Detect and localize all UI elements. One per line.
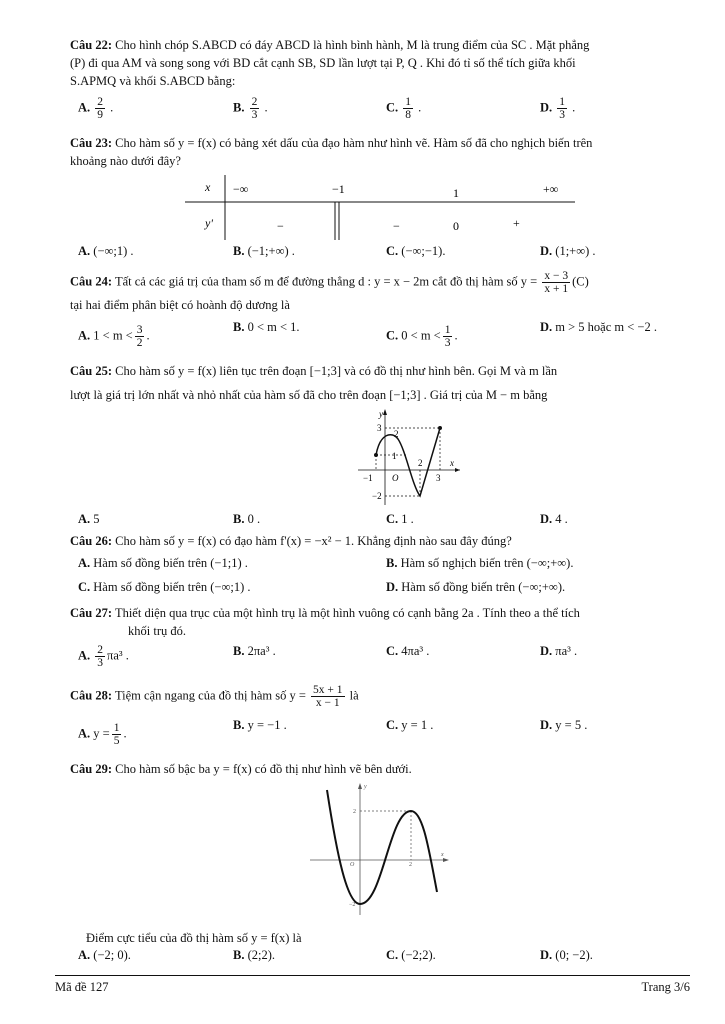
option-c[interactable]: C. 4πa³ . xyxy=(386,644,430,658)
table-cell: 0 xyxy=(453,219,459,233)
option-d[interactable]: D. πa³ . xyxy=(540,644,578,658)
question-26 xyxy=(70,532,690,550)
origin-label: O xyxy=(392,473,399,483)
option-d[interactable]: D. m > 5 hoặc m < −2 . xyxy=(540,320,657,334)
origin-label: O xyxy=(350,862,355,868)
option-a[interactable]: A. 1 < m < $\frac{3}{2}$ . xyxy=(78,324,150,349)
tick-label: −2 xyxy=(372,491,382,501)
function-graph-29 xyxy=(305,780,455,920)
table-cell: 1 xyxy=(453,186,459,200)
option-a[interactable]: A. 5 xyxy=(78,512,100,526)
question-text: khối trụ đó. xyxy=(128,624,186,638)
question-text: Tiệm cận ngang của đồ thị hàm số y = xyxy=(114,688,306,703)
option-b[interactable]: B. $\frac{2}{3}$ . xyxy=(233,96,268,121)
question-text: Cho hàm số y = f(x) liên tục trên đoạn [−1;3] và có đồ thị như hình bên. Gọi M và m lần xyxy=(115,364,558,378)
question-label: Câu 25: xyxy=(70,364,113,378)
option-a[interactable]: A. Hàm số đồng biến trên (−1;1) . xyxy=(78,556,248,570)
question-28: Câu 28: Tiệm cận ngang của đồ thị hàm số y = $\frac{5x + 1}{x - 1}$ là xyxy=(70,684,359,709)
row-x-label: x xyxy=(205,180,211,194)
table-cell: + xyxy=(513,216,520,230)
table-cell: −1 xyxy=(332,182,345,196)
table-cell: − xyxy=(393,219,400,233)
question-text: Cho hàm số y = f(x) có đạo hàm f'(x) = −x² − 1. Khẳng định nào sau đây đúng? xyxy=(115,534,512,548)
option-d[interactable]: D. Hàm số đồng biến trên (−∞;+∞). xyxy=(386,580,566,594)
question-label: Câu 26: xyxy=(70,534,113,548)
tick-label: −1 xyxy=(363,473,373,483)
question-text: Cho hàm số y = f(x) có bảng xét dấu của đạo hàm như hình vẽ. Hàm số đã cho nghịch biến trên xyxy=(115,136,593,150)
question-label: Câu 27: xyxy=(70,606,113,620)
page-number: Trang 3/6 xyxy=(641,980,690,994)
question-label: Câu 29: xyxy=(70,762,113,776)
question-text: (P) đi qua AM và song song với BD cắt cạnh SB, SD lần lượt tại P, Q . Khi đó tỉ số thể tích giữa khối xyxy=(70,56,576,70)
option-b[interactable]: B. 0 . xyxy=(233,512,261,526)
tick-label: 2 xyxy=(394,429,399,439)
option-a[interactable]: A. $\frac{2}{3}$ πa³ . xyxy=(78,644,129,669)
option-b[interactable]: B. (−1;+∞) . xyxy=(233,244,295,258)
option-b[interactable]: B. 0 < m < 1. xyxy=(233,320,300,334)
option-c[interactable]: C. (−∞;−1). xyxy=(386,244,446,258)
question-text: tại hai điểm phân biệt có hoành độ dương là xyxy=(70,298,290,312)
options-26-row2 xyxy=(78,580,678,600)
question-23 xyxy=(70,134,690,170)
axis-label: y xyxy=(364,784,367,790)
option-d[interactable]: D. $\frac{1}{3}$ . xyxy=(540,96,576,121)
option-a[interactable]: A. y = $\frac{1}{5}$ . xyxy=(78,722,127,747)
tick-label: 3 xyxy=(436,473,441,483)
options-22 xyxy=(78,96,678,126)
option-b[interactable]: B. (2;2). xyxy=(233,948,276,962)
question-text: Cho hình chóp S.ABCD có đáy ABCD là hình bình hành, M là trung điểm của SC . Mặt phẳng xyxy=(115,38,590,52)
options-23 xyxy=(78,244,678,264)
options-29 xyxy=(78,948,678,968)
row-y-label: y' xyxy=(205,216,213,230)
exam-code: Mã đề 127 xyxy=(55,980,109,994)
option-c[interactable]: C. y = 1 . xyxy=(386,718,434,732)
question-text: khoảng nào dưới đây? xyxy=(70,154,181,168)
option-a[interactable]: A. (−2; 0). xyxy=(78,948,131,962)
question-label: Câu 24: xyxy=(70,274,113,289)
axis-label: x xyxy=(450,458,454,468)
question-label: Câu 23: xyxy=(70,136,113,150)
question-text: Cho hàm số bậc ba y = f(x) có đồ thị như hình vẽ bên dưới. xyxy=(115,762,412,776)
tick-label: 1 xyxy=(392,451,397,461)
question-text: S.APMQ và khối S.ABCD bằng: xyxy=(70,74,236,88)
tick-label: 3 xyxy=(377,423,382,433)
question-text: Thiết diện qua trục của một hình trụ là một hình vuông có cạnh bằng 2a . Tính theo a thể tích xyxy=(114,606,580,620)
options-28 xyxy=(78,718,678,752)
question-22 xyxy=(70,36,690,90)
question-25 xyxy=(70,362,690,404)
question-text: Tất cả các giá trị của tham số m để đường thẳng d : y = x − 2m cắt đồ thị hàm số y = xyxy=(114,274,538,289)
option-a[interactable]: A. $\frac{2}{9}$ . xyxy=(78,96,114,121)
option-d[interactable]: D. 4 . xyxy=(540,512,568,526)
options-27 xyxy=(78,644,678,678)
table-cell: −∞ xyxy=(233,182,249,196)
option-b[interactable]: B. 2πa³ . xyxy=(233,644,276,658)
tick-label: 2 xyxy=(353,809,356,815)
tick-label: 2 xyxy=(418,458,423,468)
option-c[interactable]: C. 1 . xyxy=(386,512,414,526)
options-26-row1 xyxy=(78,556,678,576)
tick-label: 2 xyxy=(409,862,412,868)
option-b[interactable]: B. y = −1 . xyxy=(233,718,287,732)
page-footer xyxy=(55,975,690,994)
question-29 xyxy=(70,760,690,778)
question-label: Câu 28: xyxy=(70,688,113,703)
option-c[interactable]: C. Hàm số đồng biến trên (−∞;1) . xyxy=(78,580,251,594)
option-d[interactable]: D. (1;+∞) . xyxy=(540,244,596,258)
question-27 xyxy=(70,604,690,640)
option-d[interactable]: D. (0; −2). xyxy=(540,948,593,962)
question-24: Câu 24: Tất cả các giá trị của tham số m để đường thẳng d : y = x − 2m cắt đồ thị hàm số y = $\frac{x - 3}{x + 1}$ (C) tại hai điểm phân biệt có hoành độ dương là xyxy=(70,270,690,314)
option-c[interactable]: C. $\frac{1}{8}$ . xyxy=(386,96,422,121)
sign-table xyxy=(185,175,580,240)
option-a[interactable]: A. (−∞;1) . xyxy=(78,244,134,258)
function-graph-25 xyxy=(350,405,465,510)
table-cell: +∞ xyxy=(543,182,559,196)
options-25 xyxy=(78,512,678,532)
table-cell: − xyxy=(277,219,284,233)
question-label: Câu 22: xyxy=(70,38,113,52)
question-text: lượt là giá trị lớn nhất và nhỏ nhất của hàm số đã cho trên đoạn [−1;3] . Giá trị của M − m bằng xyxy=(70,388,548,402)
option-d[interactable]: D. y = 5 . xyxy=(540,718,588,732)
option-b[interactable]: B. Hàm số nghịch biến trên (−∞;+∞). xyxy=(386,556,574,570)
axis-label: y xyxy=(379,409,383,419)
question-29-prompt xyxy=(86,929,706,947)
axis-label: x xyxy=(441,852,444,858)
tick-label: −2 xyxy=(349,902,356,908)
options-24 xyxy=(78,320,678,352)
question-text: Điểm cực tiểu của đồ thị hàm số y = f(x) là xyxy=(86,931,302,945)
option-c[interactable]: C. 0 < m < $\frac{1}{3}$ . xyxy=(386,324,458,349)
option-c[interactable]: C. (−2;2). xyxy=(386,948,436,962)
